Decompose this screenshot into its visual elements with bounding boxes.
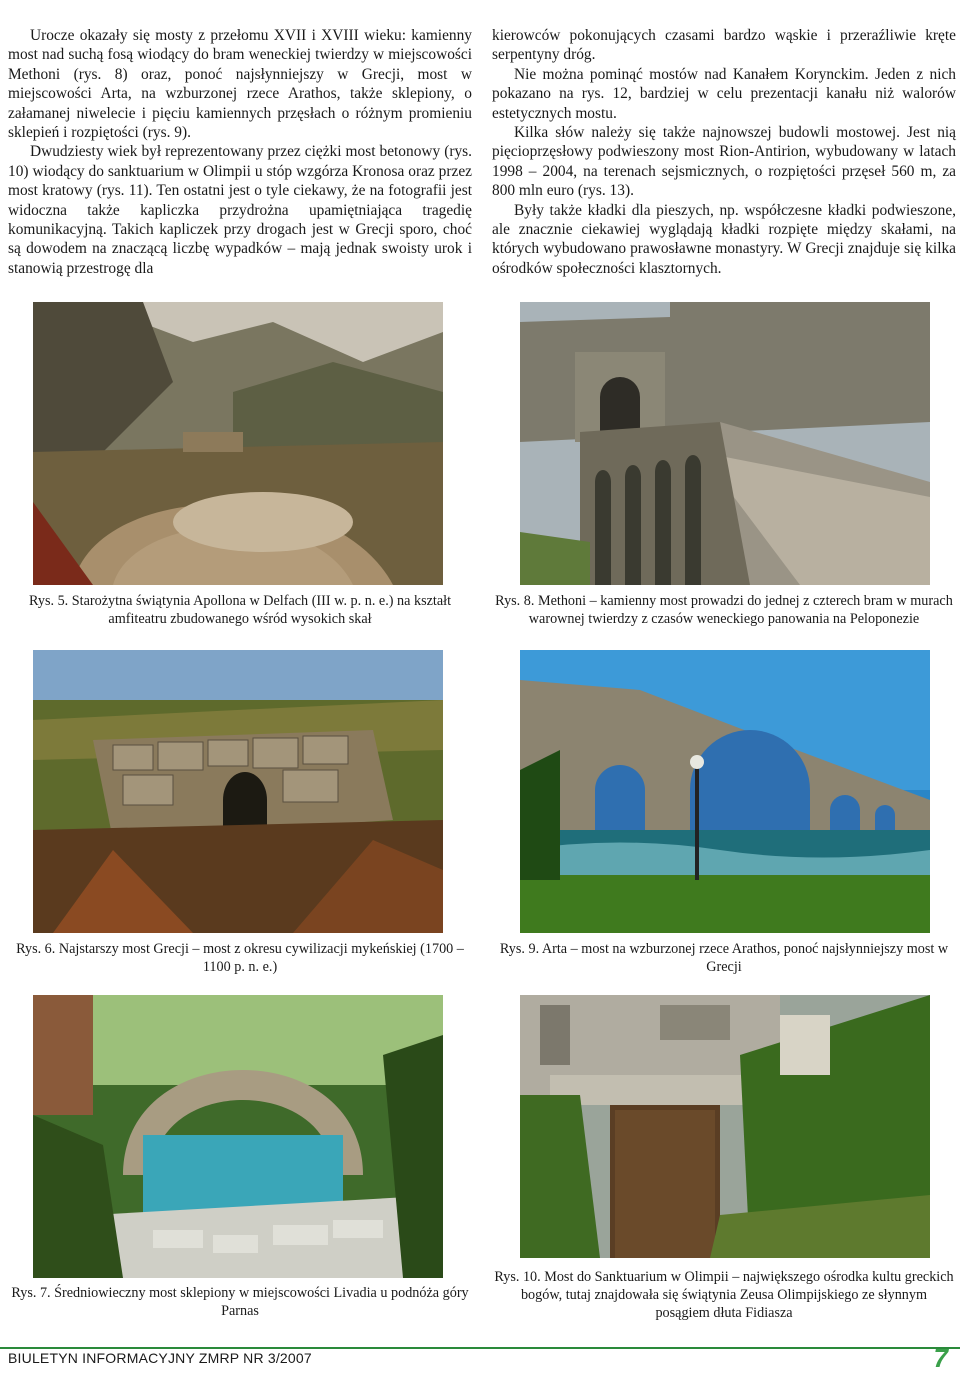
article-right-column: [492, 26, 956, 278]
figure-caption: Rys. 7. Średniowieczny most sklepiony w miejscowości Livadia u podnóża góry Parnas: [11, 1285, 469, 1319]
article-left-column: [8, 26, 472, 278]
figure-caption: Rys. 5. Starożytna świątynia Apollona w Delfach (III w. p. n. e.) na kształt amfiteatru zbudowanego wśród wysokich skał: [28, 593, 452, 627]
figure-caption: Rys. 6. Najstarszy most Grecji – most z okresu cywilizacji mykeńskiej (1700 – 1100 p. n. e.): [16, 941, 464, 975]
page-number: 7: [933, 1343, 948, 1373]
photo-livadia-bridge: [33, 995, 443, 1278]
paragraph: Nie można pominąć mostów nad Kanałem Korynckim. Jeden z nich pokazano na rys. 12, bardziej w celu prezentacji kanału niż walorów estetycznych mostu.: [492, 65, 956, 122]
photo-arta-bridge: [520, 650, 930, 933]
paragraph: Były także kładki dla pieszych, np. współczesne kładki podwieszone, ale znacznie ciekawiej wyglądają kładki rozpięte między skałami, na których wybudowano prawosławne monastyry. W Grecji znajduje się kilka ośrodków społeczności klasztornych.: [492, 201, 956, 277]
paragraph: Dwudziesty wiek był reprezentowany przez ciężki most betonowy (rys. 10) wiodący do sanktuarium w Olimpii u stóp wzgórza Kronosa oraz przez most kratowy (rys. 11). Ten ostatni jest o tyle ciekawy, że na fotografii jest widoczna także kapliczka przydrożna upamiętniająca tragedię komunikacyjną. Takich kapliczek przy drogach jest w Grecji sporo, choć są dowodem na znaczącą liczbę wypadków – mają jednak swoisty urok i stanowią przestrogę dla: [8, 143, 472, 277]
figure-caption: Rys. 10. Most do Sanktuarium w Olimpii – największego ośrodka kultu greckich bogów, tutaj znajdowała się świątynia Zeusa Olimpijskiego ze słynnym posągiem dłuta Fidiasza: [494, 1269, 954, 1321]
footer-divider: [0, 1347, 960, 1349]
publication-title: BIULETYN INFORMACYJNY ZMRP NR 3/2007: [8, 1350, 312, 1366]
photo-methoni-bridge: [520, 302, 930, 585]
figure-caption: Rys. 8. Methoni – kamienny most prowadzi do jednej z czterech bram w murach warownej twierdzy z czasów weneckiego panowania na Peloponezie: [495, 593, 953, 627]
paragraph: kierowców pokonujących czasami bardzo wąskie i przeraźliwie kręte serpentyny dróg.: [492, 27, 956, 64]
photo-olympia-bridge: [520, 995, 930, 1258]
paragraph: Urocze okazały się mosty z przełomu XVII i XVIII wieku: kamienny most nad suchą fosą wiodący do bram weneckiej twierdzy w miejscowości Methoni (rys. 8) oraz, ponoć najsłynniejszy w Grecji, most w miejscowości Arta, na wzburzonej rzece Arathos, także sklepiony, o załamanej niwelecie i pięciu kamiennych przęsłach o różnym promieniu sklepień i rozpiętości (rys. 9).: [8, 27, 472, 142]
figure-caption: Rys. 9. Arta – most na wzburzonej rzece Arathos, ponoć najsłynniejszy most w Grecji: [499, 941, 949, 975]
paragraph: Kilka słów należy się także najnowszej budowli mostowej. Jest nią pięcioprzęsłowy podwieszony most Rion-Antirion, wybudowany w latach 1998 – 2004, na terenach sejsmicznych, o rozpiętości przęseł 560 m, za 800 mln euro (rys. 13).: [492, 124, 956, 200]
photo-delphi-theatre: [33, 302, 443, 585]
photo-mycenaean-bridge: [33, 650, 443, 933]
